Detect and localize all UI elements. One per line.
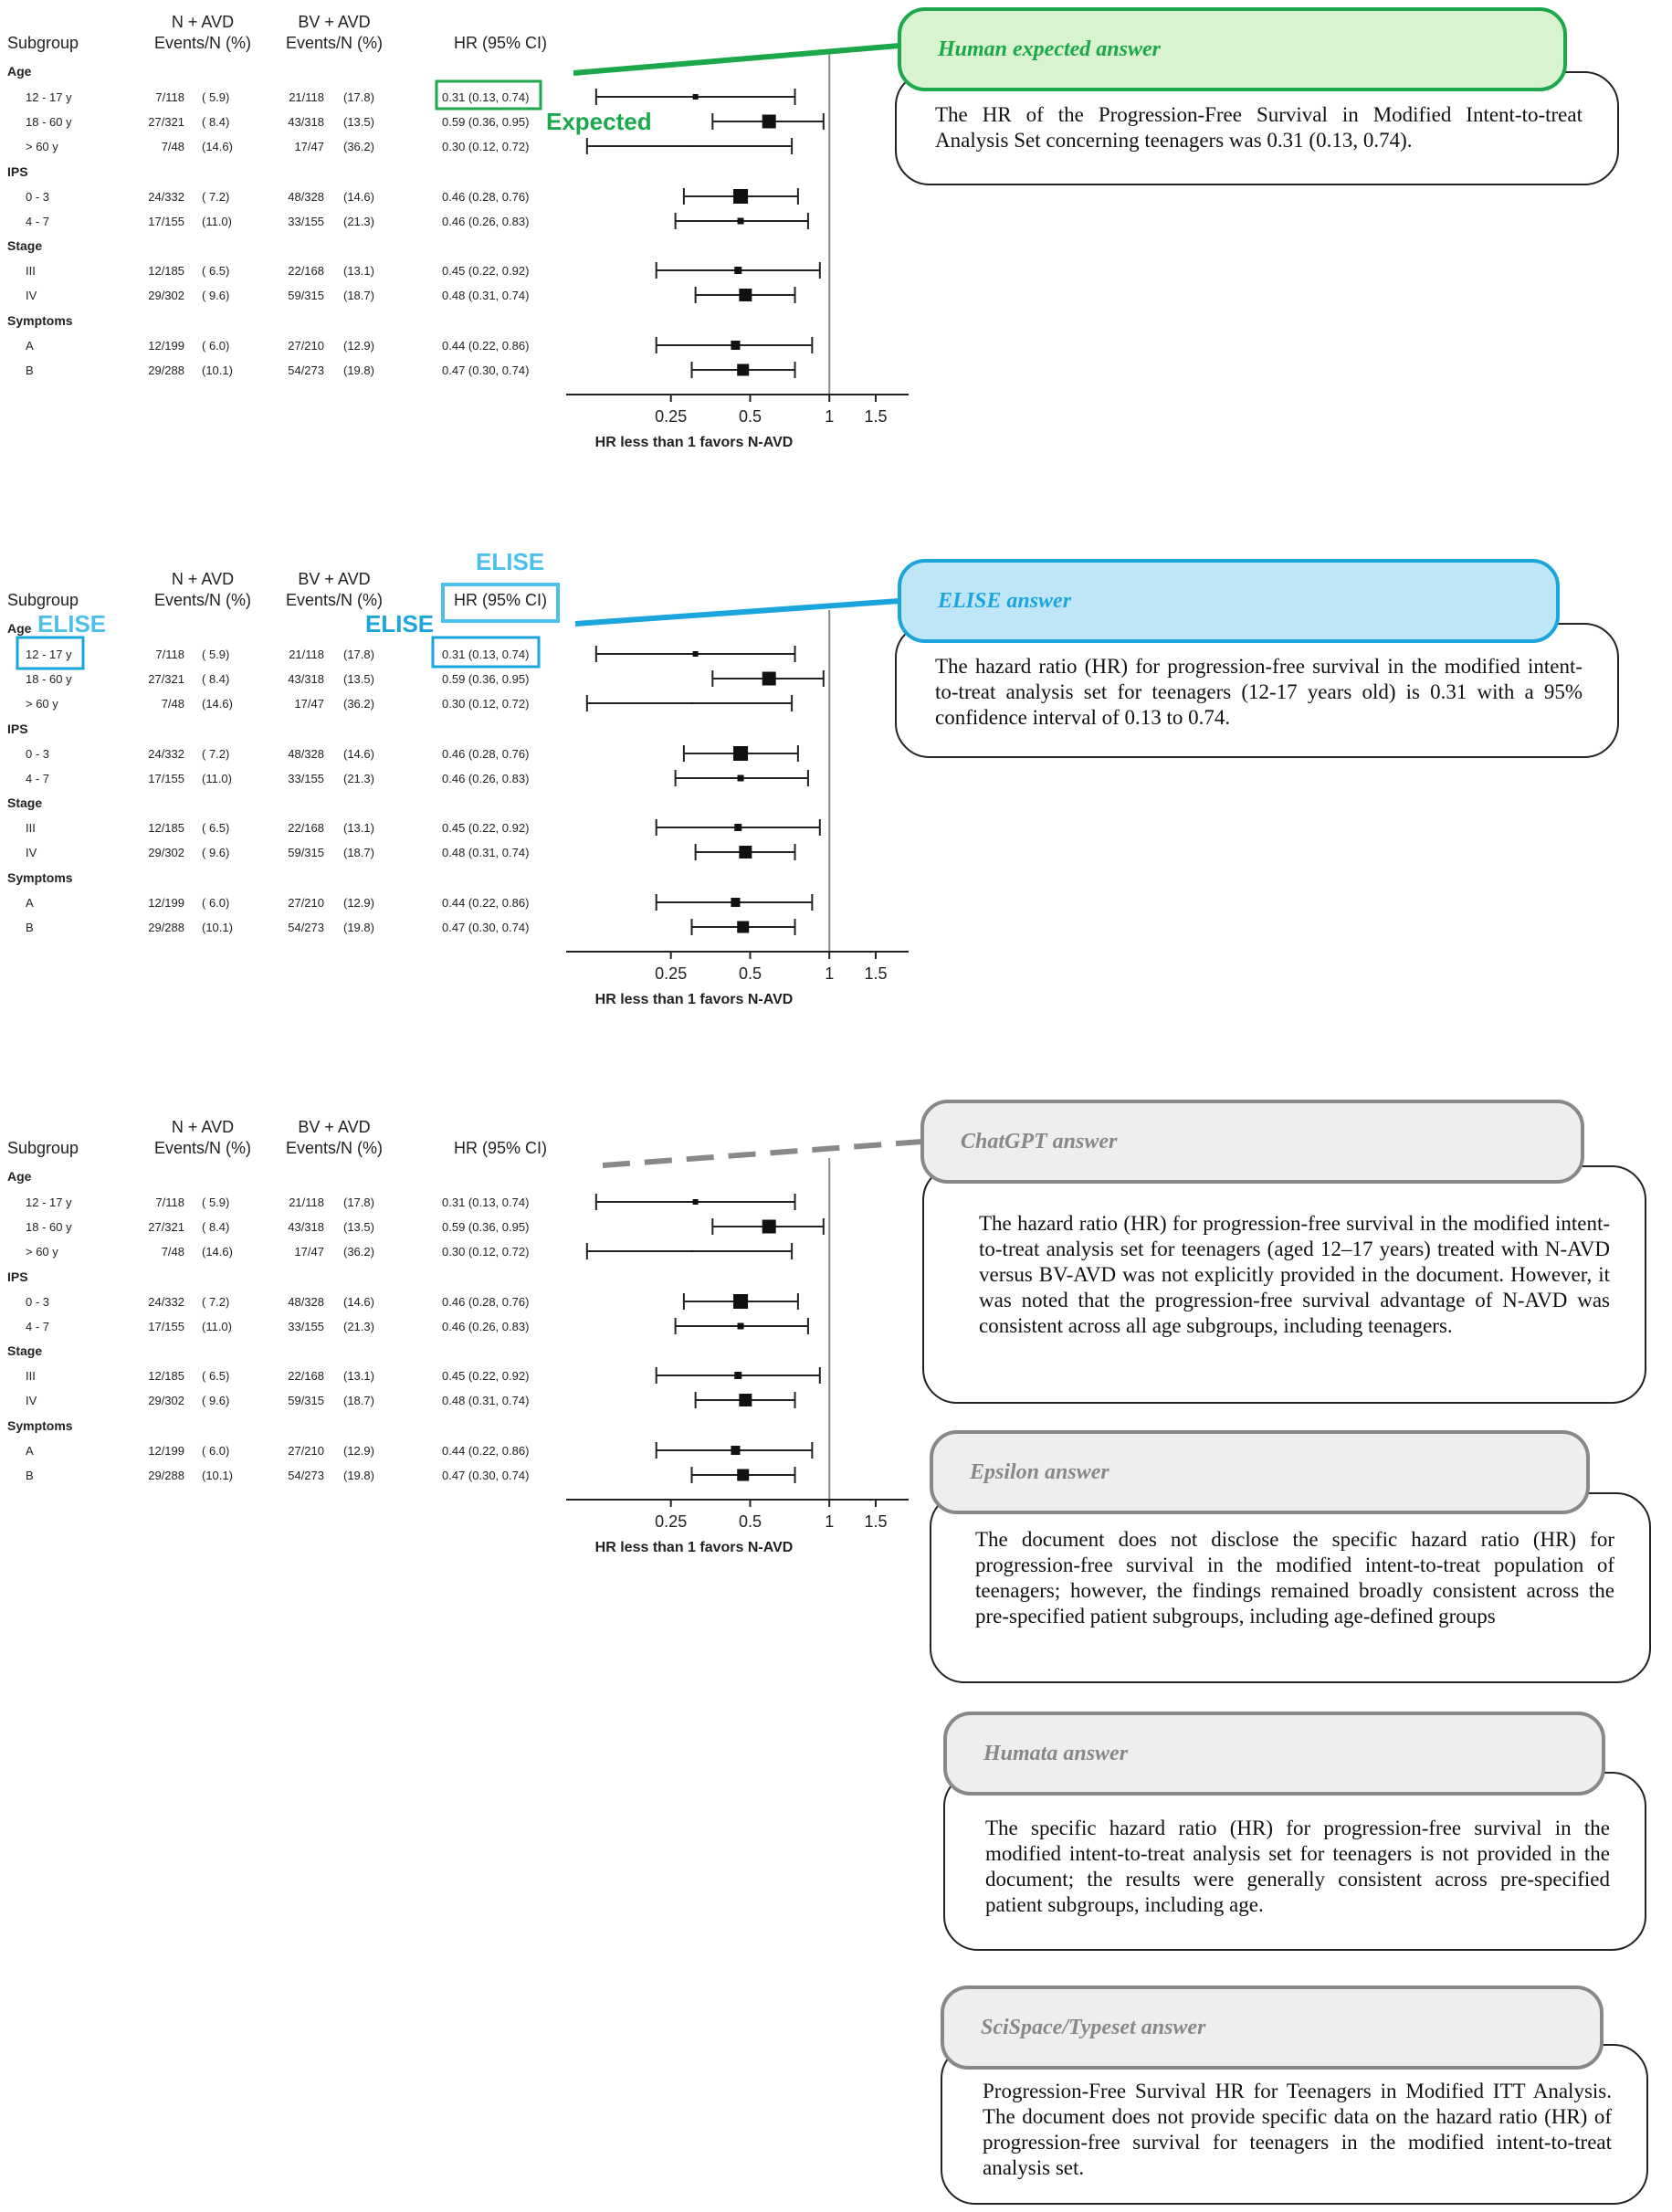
navd-events: 7/118 — [155, 648, 184, 661]
navd-pct: (10.1) — [202, 921, 233, 934]
bv-events: 54/273 — [288, 921, 324, 934]
bv-events: 21/118 — [289, 1196, 324, 1209]
bv-events: 54/273 — [288, 363, 324, 377]
bv-events: 17/47 — [294, 140, 324, 153]
hr-point-marker — [733, 1294, 748, 1309]
hr-point-marker — [733, 189, 748, 204]
navd-pct: (10.1) — [202, 363, 233, 377]
header-navd-events: Events/N (%) — [153, 34, 252, 52]
subgroup-heading: IPS — [7, 1269, 28, 1284]
hr-point-marker — [762, 115, 776, 129]
row-label: 4 - 7 — [26, 772, 50, 785]
hr-ci-value: 0.46 (0.26, 0.83) — [442, 1320, 530, 1333]
navd-events: 24/332 — [148, 747, 184, 761]
row-label: A — [26, 339, 34, 353]
navd-events: 7/48 — [161, 1245, 184, 1259]
navd-pct: ( 9.6) — [202, 289, 230, 302]
hr-point-marker — [739, 846, 752, 858]
bv-events: 17/47 — [294, 697, 324, 711]
bv-pct: (17.8) — [343, 90, 374, 104]
bv-events: 27/210 — [288, 339, 324, 353]
bv-events: 59/315 — [288, 846, 324, 859]
navd-pct: (10.1) — [202, 1469, 233, 1482]
x-tick-label: 0.5 — [738, 964, 762, 983]
x-tick-label: 0.25 — [655, 964, 688, 983]
hr-point-marker — [693, 94, 699, 100]
header-navd-arm: N + AVD — [171, 13, 235, 31]
hr-ci-value: 0.46 (0.26, 0.83) — [442, 772, 530, 785]
hr-point-marker — [731, 1446, 740, 1455]
hr-ci-value: 0.59 (0.36, 0.95) — [442, 115, 530, 129]
hr-ci-value: 0.44 (0.22, 0.86) — [442, 339, 530, 353]
navd-events: 27/321 — [148, 115, 184, 129]
x-tick-label: 0.25 — [655, 1512, 688, 1531]
bv-events: 54/273 — [288, 1469, 324, 1482]
hr-ci-value: 0.46 (0.26, 0.83) — [442, 215, 530, 228]
row-label: > 60 y — [26, 1245, 58, 1259]
x-axis-label: HR less than 1 favors N-AVD — [594, 992, 794, 1007]
navd-events: 17/155 — [148, 772, 184, 785]
row-label: IV — [26, 846, 37, 859]
navd-events: 12/185 — [148, 264, 184, 278]
hr-ci-value: 0.46 (0.28, 0.76) — [442, 190, 530, 204]
header-subgroup: Subgroup — [7, 591, 79, 609]
row-label: 18 - 60 y — [26, 672, 72, 686]
hr-ci-value: 0.47 (0.30, 0.74) — [442, 1469, 530, 1482]
subgroup-heading: Symptoms — [7, 870, 73, 885]
navd-events: 12/185 — [148, 821, 184, 835]
bv-events: 17/47 — [294, 1245, 324, 1259]
subgroup-heading: Age — [7, 1169, 32, 1184]
navd-events: 7/118 — [155, 90, 184, 104]
hr-point-marker — [734, 824, 741, 831]
bv-pct: (13.1) — [343, 1369, 374, 1383]
bv-events: 27/210 — [288, 896, 324, 910]
elise-answer-title: ELISE answer — [938, 588, 1072, 613]
hr-point-marker — [731, 341, 740, 350]
row-label: > 60 y — [26, 697, 58, 711]
subgroup-heading: IPS — [7, 164, 28, 179]
hr-point-marker — [691, 1250, 693, 1252]
expected-annotation-label: Expected — [546, 108, 652, 135]
header-bv-events: Events/N (%) — [285, 1139, 384, 1157]
x-axis-label: HR less than 1 favors N-AVD — [594, 1540, 794, 1555]
hr-ci-value: 0.30 (0.12, 0.72) — [442, 697, 530, 711]
x-tick-label: 1.5 — [864, 407, 888, 426]
epsilon-answer-title: Epsilon answer — [970, 1459, 1109, 1484]
bv-pct: (18.7) — [343, 289, 374, 302]
hr-ci-value: 0.31 (0.13, 0.74) — [442, 1196, 530, 1209]
hr-point-marker — [693, 651, 699, 657]
subgroup-heading: Stage — [7, 1343, 43, 1358]
chatgpt-answer-text: The hazard ratio (HR) for progression-free survival in the modified intent-to-treat analysis set for teenagers (aged 12–17 years) treated with N-AVD versus BV-AVD was not explicitly provided in the document. However, it was noted that the progression-free survival advantage of N-AVD was consistent across all age subgroups, including teenagers. — [979, 1212, 1610, 1337]
hr-point-marker — [737, 922, 749, 933]
forest-plot-panel-chatgpt — [0, 1105, 888, 1571]
human-answer-text: The HR of the Progression-Free Survival in Modified Intent-to-treat Analysis Set concerning teenagers was 0.31 (0.13, 0.74). — [935, 103, 1583, 152]
forest-plot-panel-expected — [0, 0, 888, 466]
header-bv-arm: BV + AVD — [298, 570, 371, 588]
bv-pct: (14.6) — [343, 190, 374, 204]
hr-ci-value: 0.47 (0.30, 0.74) — [442, 921, 530, 934]
navd-pct: ( 5.9) — [202, 648, 230, 661]
row-label: A — [26, 1444, 34, 1458]
humata-answer-text: The specific hazard ratio (HR) for progression-free survival in the modified intent-to-treat analysis set for teenagers is not provided in the document; the results were generally consistent across pre-specified patient subgroups, including age. — [985, 1817, 1610, 1916]
navd-pct: ( 6.0) — [202, 896, 230, 910]
hr-ci-value: 0.46 (0.28, 0.76) — [442, 747, 530, 761]
navd-pct: ( 7.2) — [202, 1295, 230, 1309]
row-label: IV — [26, 1394, 37, 1407]
navd-events: 24/332 — [148, 190, 184, 204]
row-label: > 60 y — [26, 140, 58, 153]
forest-plot-svg — [0, 557, 888, 1023]
bv-pct: (19.8) — [343, 921, 374, 934]
hr-point-marker — [691, 702, 693, 704]
bv-pct: (13.1) — [343, 821, 374, 835]
navd-pct: ( 7.2) — [202, 747, 230, 761]
elise-answer-title-pill — [898, 559, 1560, 643]
bv-pct: (13.5) — [343, 115, 374, 129]
hr-ci-value: 0.44 (0.22, 0.86) — [442, 896, 530, 910]
bv-events: 59/315 — [288, 1394, 324, 1407]
scispace-answer-title: SciSpace/Typeset answer — [981, 2015, 1206, 2039]
bv-pct: (21.3) — [343, 772, 374, 785]
bv-events: 22/168 — [288, 821, 324, 835]
row-label: B — [26, 363, 34, 377]
navd-pct: ( 5.9) — [202, 90, 230, 104]
navd-pct: ( 8.4) — [202, 1220, 230, 1234]
row-label: 4 - 7 — [26, 215, 50, 228]
bv-pct: (36.2) — [343, 697, 374, 711]
forest-plot-svg — [0, 1105, 888, 1571]
bv-events: 43/318 — [288, 115, 324, 129]
row-label: 0 - 3 — [26, 190, 50, 204]
elise-annotation-label-value: ELISE — [365, 610, 435, 637]
bv-pct: (18.7) — [343, 846, 374, 859]
bv-pct: (12.9) — [343, 339, 374, 353]
bv-pct: (19.8) — [343, 1469, 374, 1482]
navd-events: 12/199 — [148, 896, 184, 910]
navd-pct: (11.0) — [202, 772, 232, 785]
hr-ci-value: 0.45 (0.22, 0.92) — [442, 1369, 530, 1383]
navd-pct: ( 9.6) — [202, 1394, 230, 1407]
bv-pct: (19.8) — [343, 363, 374, 377]
human-answer-title: Human expected answer — [938, 37, 1161, 61]
hr-point-marker — [738, 775, 744, 782]
row-label: A — [26, 896, 34, 910]
bv-pct: (18.7) — [343, 1394, 374, 1407]
navd-events: 12/199 — [148, 339, 184, 353]
navd-events: 29/302 — [148, 289, 184, 302]
hr-ci-value: 0.30 (0.12, 0.72) — [442, 1245, 530, 1259]
chatgpt-answer-title: ChatGPT answer — [961, 1129, 1118, 1153]
subgroup-heading: Age — [7, 621, 32, 636]
subgroup-heading: Stage — [7, 238, 43, 253]
subgroup-heading: Stage — [7, 795, 43, 810]
row-label: 4 - 7 — [26, 1320, 50, 1333]
bv-events: 27/210 — [288, 1444, 324, 1458]
navd-pct: ( 6.5) — [202, 821, 230, 835]
x-tick-label: 1 — [825, 1512, 835, 1531]
bv-pct: (21.3) — [343, 215, 374, 228]
chatgpt-answer-box — [922, 1165, 1646, 1404]
header-bv-events: Events/N (%) — [285, 591, 384, 609]
scispace-answer-title-pill — [941, 1986, 1604, 2070]
row-label: 12 - 17 y — [26, 1196, 72, 1209]
bv-events: 33/155 — [288, 215, 324, 228]
row-label: III — [26, 821, 36, 835]
navd-events: 29/288 — [148, 1469, 184, 1482]
bv-pct: (14.6) — [343, 1295, 374, 1309]
navd-events: 24/332 — [148, 1295, 184, 1309]
bv-pct: (14.6) — [343, 747, 374, 761]
epsilon-answer-title-pill — [930, 1430, 1590, 1514]
x-tick-label: 1 — [825, 407, 835, 426]
bv-events: 59/315 — [288, 289, 324, 302]
row-label: 0 - 3 — [26, 1295, 50, 1309]
hr-ci-value: 0.30 (0.12, 0.72) — [442, 140, 530, 153]
hr-ci-value: 0.59 (0.36, 0.95) — [442, 672, 530, 686]
navd-events: 29/302 — [148, 1394, 184, 1407]
navd-pct: ( 8.4) — [202, 672, 230, 686]
navd-pct: (14.6) — [202, 140, 233, 153]
navd-pct: ( 6.0) — [202, 1444, 230, 1458]
navd-events: 29/288 — [148, 363, 184, 377]
bv-pct: (36.2) — [343, 1245, 374, 1259]
navd-events: 27/321 — [148, 672, 184, 686]
subgroup-heading: Symptoms — [7, 1418, 73, 1433]
navd-events: 12/199 — [148, 1444, 184, 1458]
hr-ci-value: 0.45 (0.22, 0.92) — [442, 821, 530, 835]
bv-events: 22/168 — [288, 264, 324, 278]
navd-events: 7/48 — [161, 140, 184, 153]
header-navd-events: Events/N (%) — [153, 591, 252, 609]
bv-events: 21/118 — [289, 648, 324, 661]
hr-point-marker — [739, 289, 752, 301]
hr-ci-value: 0.48 (0.31, 0.74) — [442, 1394, 530, 1407]
hr-point-marker — [737, 364, 749, 376]
row-label: 12 - 17 y — [26, 90, 72, 104]
header-bv-events: Events/N (%) — [285, 34, 384, 52]
bv-events: 48/328 — [288, 190, 324, 204]
navd-pct: (11.0) — [202, 1320, 232, 1333]
hr-point-marker — [762, 672, 776, 686]
subgroup-heading: IPS — [7, 722, 28, 736]
navd-events: 17/155 — [148, 215, 184, 228]
navd-events: 17/155 — [148, 1320, 184, 1333]
x-tick-label: 1.5 — [864, 964, 888, 983]
row-label: 12 - 17 y — [26, 648, 72, 661]
navd-pct: (11.0) — [202, 215, 232, 228]
row-label: III — [26, 264, 36, 278]
hr-point-marker — [734, 267, 741, 274]
hr-point-marker — [738, 1323, 744, 1330]
hr-ci-value: 0.46 (0.28, 0.76) — [442, 1295, 530, 1309]
elise-annotation-label-age: ELISE — [37, 610, 107, 637]
navd-events: 7/48 — [161, 697, 184, 711]
hr-point-marker — [739, 1394, 752, 1406]
bv-events: 33/155 — [288, 772, 324, 785]
header-navd-events: Events/N (%) — [153, 1139, 252, 1157]
navd-pct: ( 6.0) — [202, 339, 230, 353]
subgroup-heading: Symptoms — [7, 313, 73, 328]
bv-events: 43/318 — [288, 1220, 324, 1234]
bv-events: 48/328 — [288, 747, 324, 761]
bv-events: 43/318 — [288, 672, 324, 686]
header-subgroup: Subgroup — [7, 1139, 79, 1157]
hr-ci-value: 0.47 (0.30, 0.74) — [442, 363, 530, 377]
navd-pct: ( 5.9) — [202, 1196, 230, 1209]
hr-ci-value: 0.48 (0.31, 0.74) — [442, 289, 530, 302]
hr-ci-value: 0.59 (0.36, 0.95) — [442, 1220, 530, 1234]
x-axis-label: HR less than 1 favors N-AVD — [594, 435, 794, 450]
bv-events: 22/168 — [288, 1369, 324, 1383]
row-label: 18 - 60 y — [26, 115, 72, 129]
navd-pct: ( 6.5) — [202, 1369, 230, 1383]
hr-ci-value: 0.31 (0.13, 0.74) — [442, 648, 530, 661]
bv-pct: (13.1) — [343, 264, 374, 278]
header-navd-arm: N + AVD — [171, 570, 235, 588]
navd-pct: ( 8.4) — [202, 115, 230, 129]
bv-pct: (13.5) — [343, 672, 374, 686]
humata-answer-title-pill — [943, 1712, 1605, 1796]
hr-point-marker — [762, 1220, 776, 1234]
bv-pct: (17.8) — [343, 1196, 374, 1209]
subgroup-heading: Age — [7, 64, 32, 79]
hr-ci-value: 0.45 (0.22, 0.92) — [442, 264, 530, 278]
bv-pct: (36.2) — [343, 140, 374, 153]
humata-answer-title: Humata answer — [983, 1741, 1129, 1765]
navd-pct: (14.6) — [202, 1245, 233, 1259]
navd-events: 27/321 — [148, 1220, 184, 1234]
hr-ci-value: 0.44 (0.22, 0.86) — [442, 1444, 530, 1458]
header-subgroup: Subgroup — [7, 34, 79, 52]
elise-answer-text: The hazard ratio (HR) for progression-free survival in the modified intent-to-treat analysis set for teenagers (12-17 years old) is 0.31 with a 95% confidence interval of 0.13 to 0.74. — [935, 655, 1583, 729]
bv-pct: (12.9) — [343, 1444, 374, 1458]
hr-point-marker — [733, 746, 748, 761]
row-label: III — [26, 1369, 36, 1383]
bv-events: 21/118 — [289, 90, 324, 104]
hr-point-marker — [691, 145, 693, 147]
hr-point-marker — [734, 1372, 741, 1379]
elise-annotation-label-header: ELISE — [476, 548, 545, 575]
bv-pct: (12.9) — [343, 896, 374, 910]
bv-pct: (13.5) — [343, 1220, 374, 1234]
hr-point-marker — [738, 218, 744, 225]
hr-ci-value: 0.48 (0.31, 0.74) — [442, 846, 530, 859]
row-label: B — [26, 1469, 34, 1482]
x-tick-label: 1.5 — [864, 1512, 888, 1531]
x-tick-label: 0.25 — [655, 407, 688, 426]
row-label: 18 - 60 y — [26, 1220, 72, 1234]
hr-point-marker — [731, 898, 740, 907]
elise-answer-box — [895, 623, 1619, 758]
row-label: 0 - 3 — [26, 747, 50, 761]
navd-pct: ( 6.5) — [202, 264, 230, 278]
epsilon-answer-box — [930, 1492, 1651, 1683]
navd-pct: ( 7.2) — [202, 190, 230, 204]
header-hr-ci: HR (95% CI) — [453, 591, 548, 609]
hr-point-marker — [693, 1199, 699, 1205]
hr-point-marker — [737, 1469, 749, 1481]
x-tick-label: 0.5 — [738, 407, 762, 426]
navd-events: 7/118 — [155, 1196, 184, 1209]
bv-pct: (17.8) — [343, 648, 374, 661]
epsilon-answer-text: The document does not disclose the specific hazard ratio (HR) for progression-free survival in the modified intent-to-treat population of teenagers; however, the findings remained broadly consistent across the pre-specified patient subgroups, including age-defined groups — [975, 1528, 1614, 1627]
scispace-answer-text: Progression-Free Survival HR for Teenagers in Modified ITT Analysis. The document does not provide specific data on the hazard ratio (HR) of progression-free survival for teenagers in the modified intent-to-treat analysis set. — [983, 2080, 1612, 2179]
header-hr-ci: HR (95% CI) — [453, 34, 548, 52]
forest-plot-svg — [0, 0, 888, 466]
navd-pct: ( 9.6) — [202, 846, 230, 859]
x-tick-label: 0.5 — [738, 1512, 762, 1531]
header-bv-arm: BV + AVD — [298, 1118, 371, 1136]
chatgpt-answer-title-pill — [920, 1100, 1584, 1184]
row-label: B — [26, 921, 34, 934]
human-answer-title-pill — [898, 7, 1567, 91]
navd-events: 29/302 — [148, 846, 184, 859]
hr-ci-value: 0.31 (0.13, 0.74) — [442, 90, 530, 104]
header-hr-ci: HR (95% CI) — [453, 1139, 548, 1157]
bv-events: 48/328 — [288, 1295, 324, 1309]
bv-pct: (21.3) — [343, 1320, 374, 1333]
header-navd-arm: N + AVD — [171, 1118, 235, 1136]
row-label: IV — [26, 289, 37, 302]
humata-answer-box — [943, 1772, 1646, 1951]
bv-events: 33/155 — [288, 1320, 324, 1333]
x-tick-label: 1 — [825, 964, 835, 983]
header-bv-arm: BV + AVD — [298, 13, 371, 31]
forest-plot-panel-elise — [0, 557, 888, 1023]
navd-events: 29/288 — [148, 921, 184, 934]
navd-pct: (14.6) — [202, 697, 233, 711]
navd-events: 12/185 — [148, 1369, 184, 1383]
